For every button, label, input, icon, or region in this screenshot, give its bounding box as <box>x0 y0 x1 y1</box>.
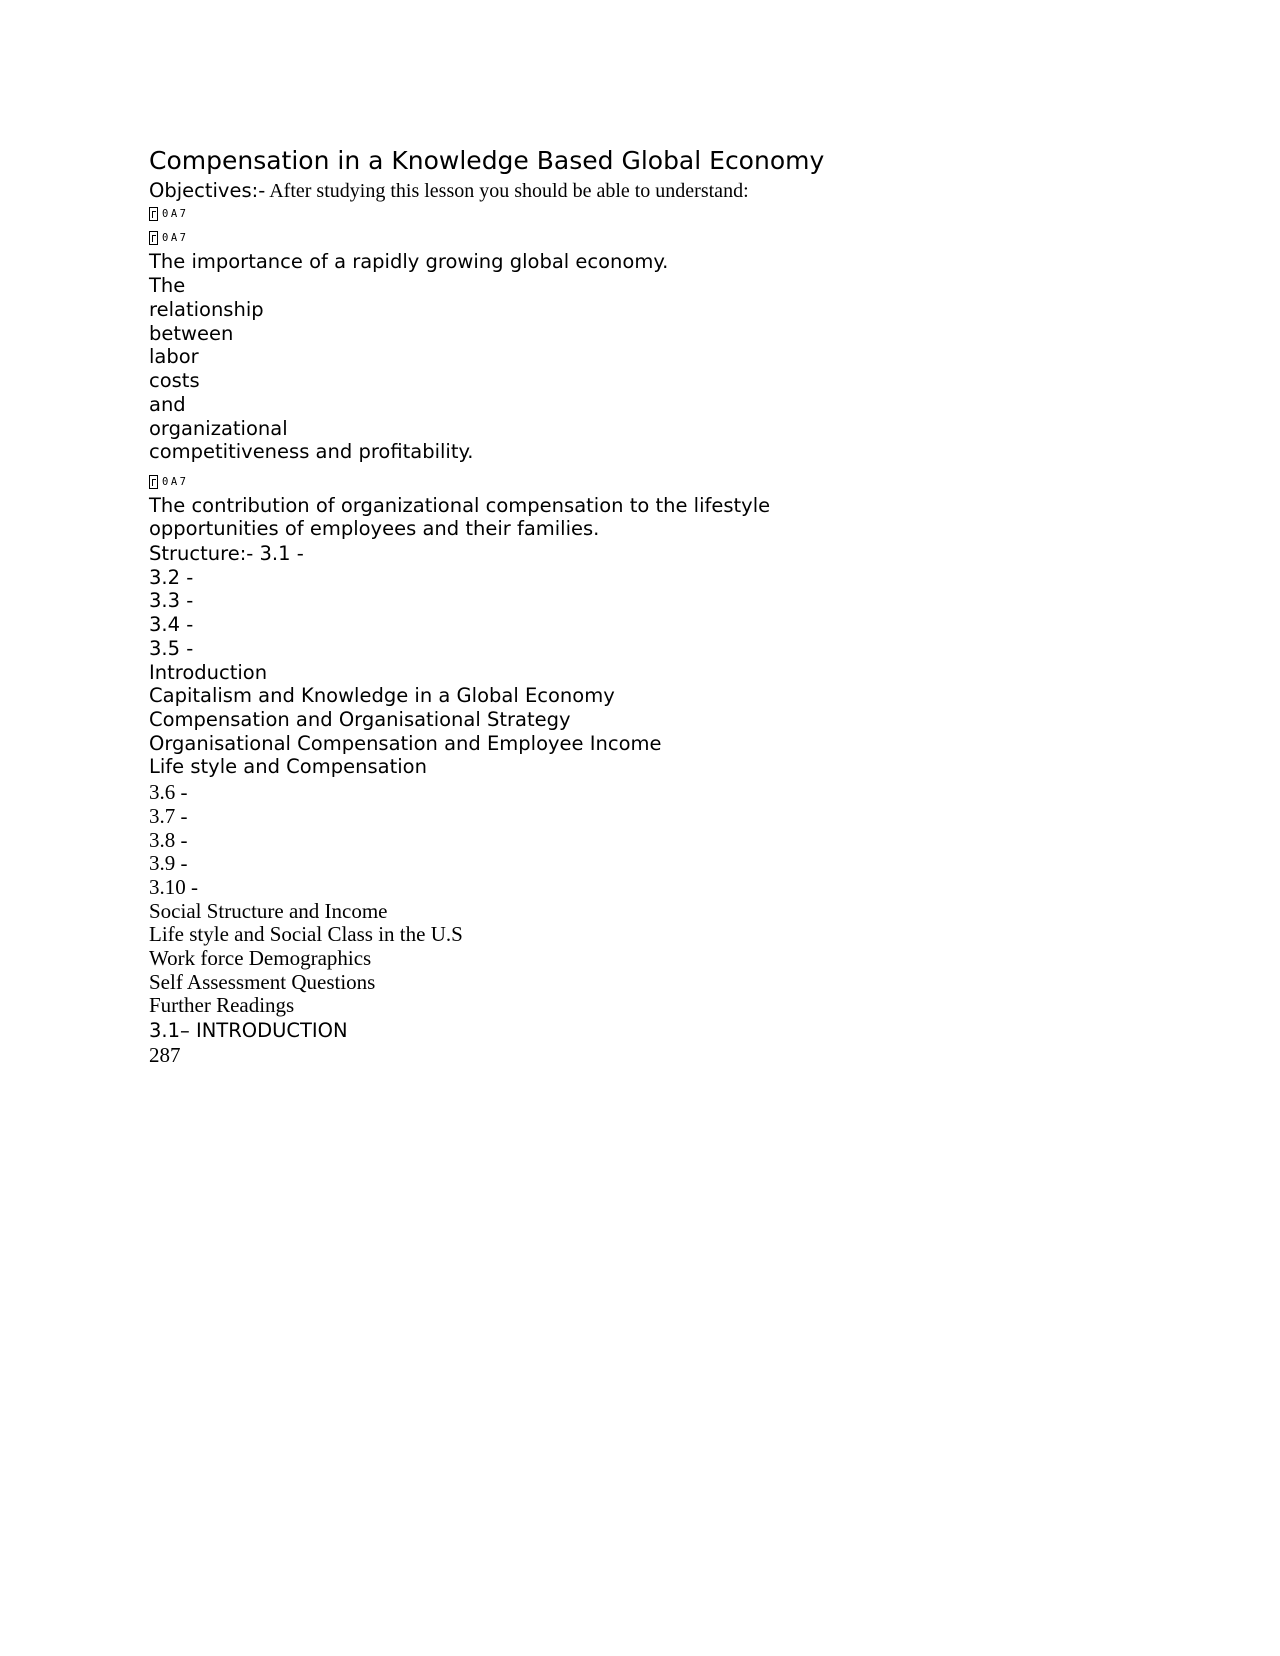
bullet-glyph-code: 0A7 <box>162 231 189 244</box>
page-title: Compensation in a Knowledge Based Global Economy <box>149 146 825 175</box>
objective-item-2-end: competitiveness and profitability. <box>149 440 474 463</box>
structure-topic: Life style and Social Class in the U.S <box>149 922 463 946</box>
structure-number: 3.10 - <box>149 875 198 899</box>
objectives-line <box>149 181 749 201</box>
bullet-glyph-1 <box>149 207 188 221</box>
structure-topic: Social Structure and Income <box>149 899 388 923</box>
objective-item-2-word: The <box>149 274 186 297</box>
structure-topic: Further Readings <box>149 993 295 1017</box>
structure-number: 3.8 - <box>149 828 188 852</box>
objective-item-2-word: labor <box>149 345 199 368</box>
objective-item-2-word: costs <box>149 369 200 392</box>
bullet-glyph-code: 0A7 <box>162 475 189 488</box>
structure-topic: Work force Demographics <box>149 946 372 970</box>
structure-number: 3.2 - <box>149 566 194 589</box>
structure-number: 3.4 - <box>149 613 194 636</box>
structure-number: 3.6 - <box>149 780 188 804</box>
structure-topic: Introduction <box>149 661 268 684</box>
structure-topic: Capitalism and Knowledge in a Global Economy <box>149 684 615 707</box>
structure-number: 3.5 - <box>149 637 194 660</box>
structure-topic: Life style and Compensation <box>149 755 427 778</box>
objective-item-3-line-1: The contribution of organizational compensation to the lifestyle <box>149 494 771 517</box>
page-number: 287 <box>149 1043 181 1067</box>
objective-item-2-word: organizational <box>149 417 288 440</box>
objective-item-3-line-2: opportunities of employees and their families. <box>149 517 600 540</box>
structure-topic: Compensation and Organisational Strategy <box>149 708 571 731</box>
objective-item-2-word: relationship <box>149 298 264 321</box>
objective-item-2-word: between <box>149 322 234 345</box>
objective-item-1: The importance of a rapidly growing global economy. <box>149 250 669 273</box>
objectives-intro: After studying this lesson you should be able to understand: <box>269 180 749 202</box>
section-heading: 3.1– INTRODUCTION <box>149 1019 348 1042</box>
objective-item-2-word: and <box>149 393 186 416</box>
bullet-glyph-2 <box>149 231 188 245</box>
structure-topic: Organisational Compensation and Employee Income <box>149 732 662 755</box>
missing-glyph-icon <box>149 231 158 245</box>
structure-number: 3.9 - <box>149 851 188 875</box>
missing-glyph-icon <box>149 475 158 489</box>
structure-number: 3.3 - <box>149 589 194 612</box>
objectives-label: Objectives:- <box>149 179 266 202</box>
structure-number: 3.7 - <box>149 804 188 828</box>
bullet-glyph-code: 0A7 <box>162 207 189 220</box>
structure-label: Structure:- 3.1 - <box>149 542 304 565</box>
structure-topic: Self Assessment Questions <box>149 970 376 994</box>
bullet-glyph-3 <box>149 475 188 489</box>
missing-glyph-icon <box>149 207 158 221</box>
